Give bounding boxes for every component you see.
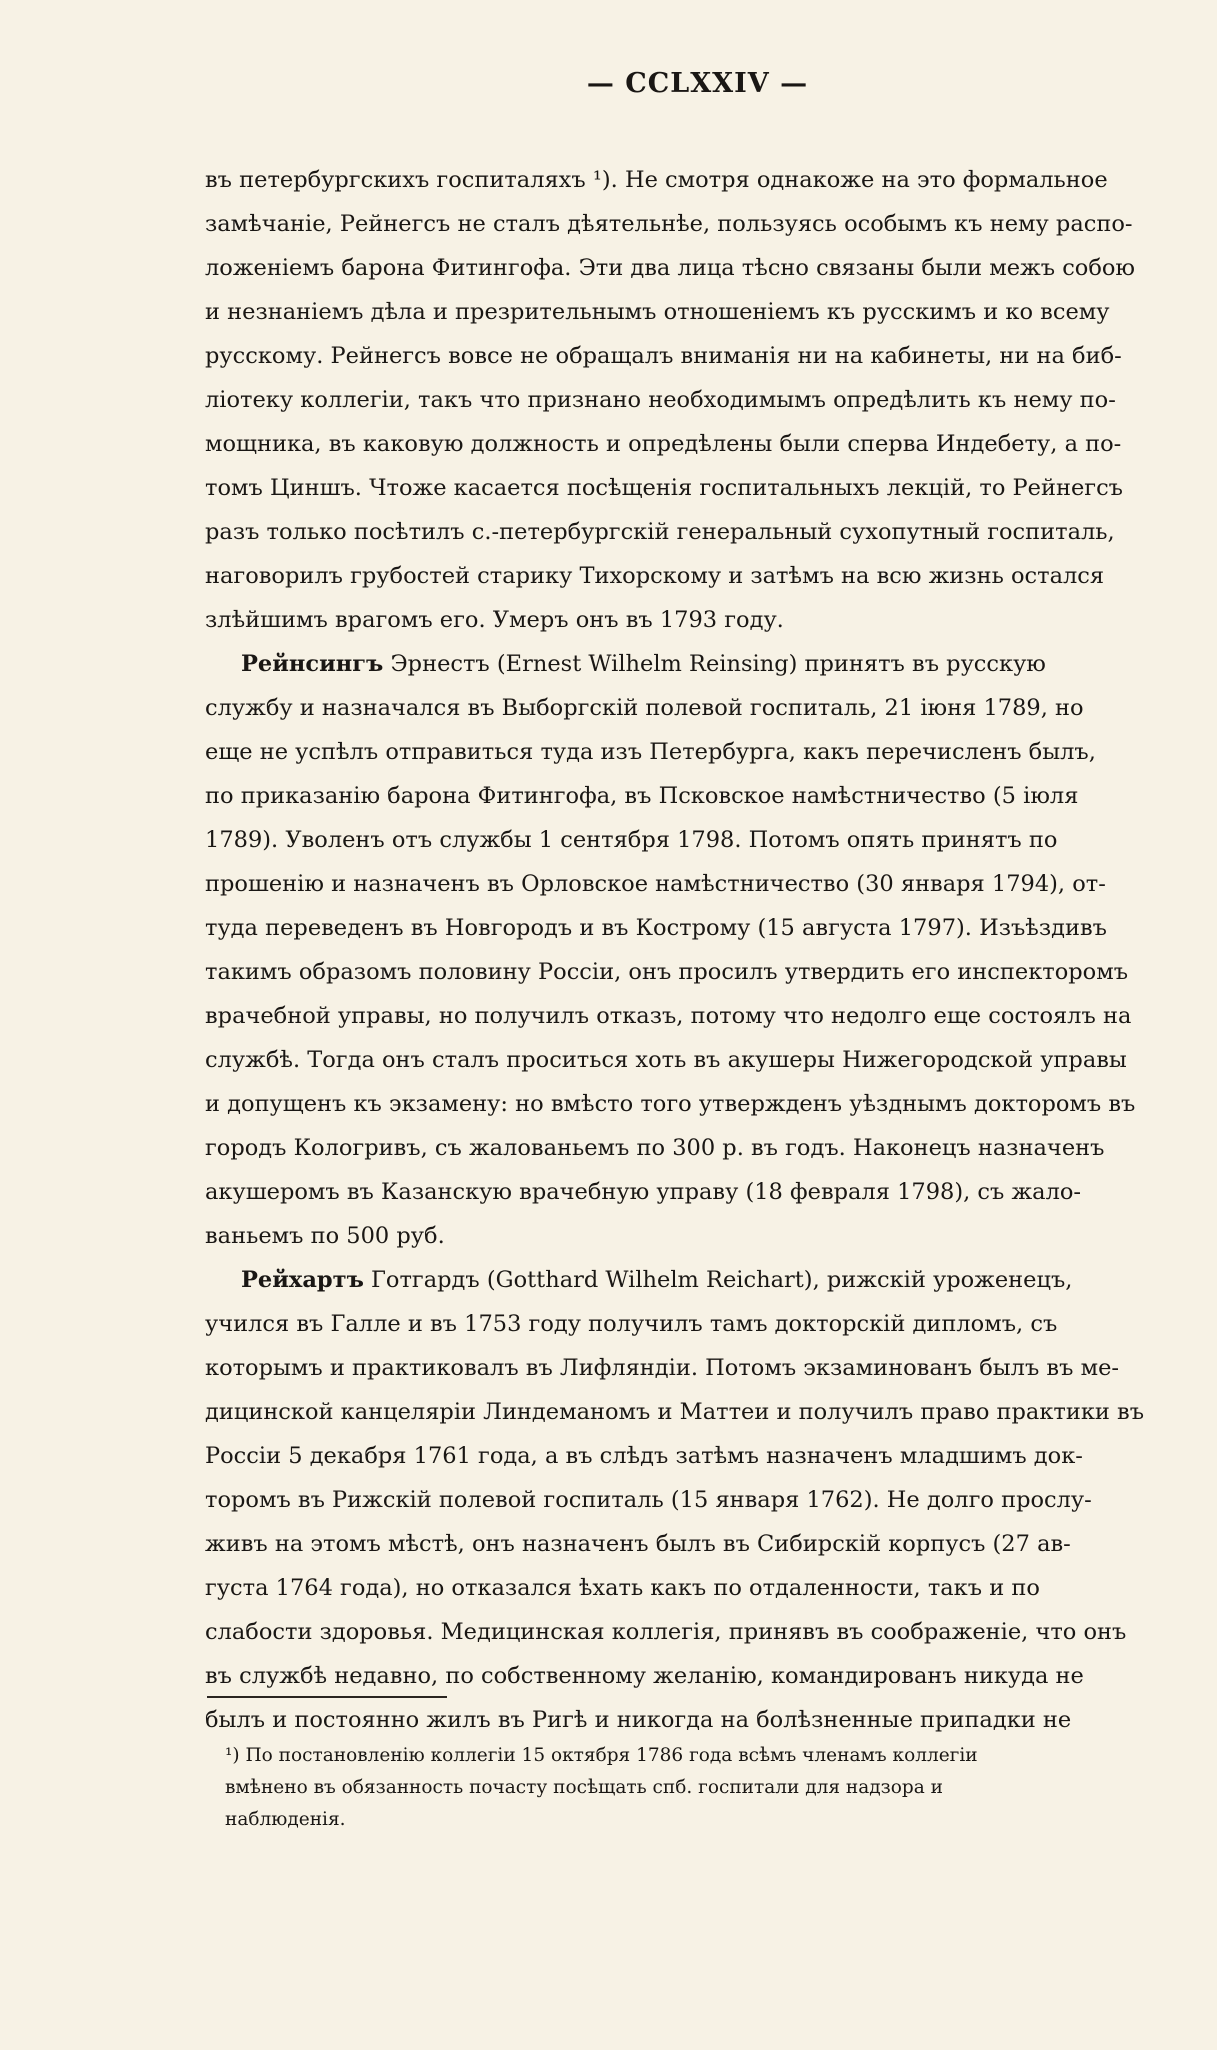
text-line: замѣчаніе, Рейнегсъ не сталъ дѣятельнѣе, пользуясь особымъ къ нему распо- xyxy=(205,211,1133,237)
text-line: такимъ образомъ половину Россіи, онъ просилъ утвердить его инспекторомъ xyxy=(205,959,1129,985)
text-line: дицинской канцеляріи Линдеманомъ и Маттеи и получилъ право практики въ xyxy=(205,1399,1145,1425)
entry-first-line-text: Эрнестъ (Ernest Wilhelm Reinsing) принятъ въ русскую xyxy=(383,651,1046,677)
entry-name: Рейхартъ xyxy=(241,1267,364,1293)
text-line: наговорилъ грубостей старику Тихорскому и затѣмъ на всю жизнь остался xyxy=(205,563,1105,589)
footnote-line: вмѣнено въ обязанность почасту посѣщать спб. госпитали для надзора и xyxy=(225,1777,943,1798)
text-line: ліотеку коллегіи, такъ что признано необходимымъ опредѣлить къ нему по- xyxy=(205,387,1116,413)
footnote-line: ¹) По постановленію коллегіи 15 октября 1786 года всѣмъ членамъ коллегіи xyxy=(225,1745,978,1766)
paragraph-continuation xyxy=(205,158,1190,642)
text-line: густа 1764 года), но отказался ѣхать какъ по отдаленности, такъ и по xyxy=(205,1575,1040,1601)
text-line: и допущенъ къ экзамену: но вмѣсто того утвержденъ уѣзднымъ докторомъ въ xyxy=(205,1091,1136,1117)
text-line: былъ и постоянно жилъ въ Ригѣ и никогда на болѣзненные припадки не xyxy=(205,1707,1072,1733)
text-line: врачебной управы, но получилъ отказъ, потому что недолго еще состоялъ на xyxy=(205,1003,1132,1029)
text-line: по приказанію барона Фитингофа, въ Псковское намѣстничество (5 іюля xyxy=(205,783,1079,809)
book-page xyxy=(205,0,1190,2050)
text-line: слабости здоровья. Медицинская коллегія, принявъ въ соображеніе, что онъ xyxy=(205,1619,1127,1645)
text-line: живъ на этомъ мѣстѣ, онъ назначенъ былъ въ Сибирскій корпусъ (27 ав- xyxy=(205,1531,1071,1557)
text-line: туда переведенъ въ Новгородъ и въ Кострому (15 августа 1797). Изъѣздивъ xyxy=(205,915,1107,941)
text-line: прошенію и назначенъ въ Орловское намѣстничество (30 января 1794), от- xyxy=(205,871,1106,897)
entry-first-line xyxy=(205,1258,1190,1302)
text-line: въ службѣ недавно, по собственному желанію, командированъ никуда не xyxy=(205,1663,1084,1689)
footnote xyxy=(225,1740,1190,1836)
text-line: службу и назначался въ Выборгскій полевой госпиталь, 21 іюня 1789, но xyxy=(205,695,1084,721)
entry-reichart xyxy=(205,1258,1190,1742)
text-line: и незнаніемъ дѣла и презрительнымъ отношеніемъ къ русскимъ и ко всему xyxy=(205,299,1110,325)
text-line: торомъ въ Рижскій полевой госпиталь (15 января 1762). Не долго прослу- xyxy=(205,1487,1092,1513)
text-line: русскому. Рейнегсъ вовсе не обращалъ вниманія ни на кабинеты, ни на биб- xyxy=(205,343,1122,369)
text-line: городъ Кологривъ, съ жалованьемъ по 300 р. въ годъ. Наконецъ назначенъ xyxy=(205,1135,1105,1161)
text-line: учился въ Галле и въ 1753 году получилъ тамъ докторскій дипломъ, съ xyxy=(205,1311,1058,1337)
footnote-divider xyxy=(207,1696,447,1698)
entry-first-line-text: Готгардъ (Gotthard Wilhelm Reichart), рижскій уроженецъ, xyxy=(363,1267,1073,1293)
text-line: томъ Циншъ. Чтоже касается посѣщенія госпитальныхъ лекцій, то Рейнегсъ xyxy=(205,475,1123,501)
entry-name: Рейнсингъ xyxy=(241,651,384,677)
text-line: ложеніемъ барона Фитингофа. Эти два лица тѣсно связаны были межъ собою xyxy=(205,255,1136,281)
entry-first-line xyxy=(205,642,1190,686)
text-line: ваньемъ по 500 руб. xyxy=(205,1223,445,1249)
text-line: которымъ и практиковалъ въ Лифляндіи. Потомъ экзаминованъ былъ въ ме- xyxy=(205,1355,1119,1381)
text-line: разъ только посѣтилъ с.-петербургскій генеральный сухопутный госпиталь, xyxy=(205,519,1115,545)
text-line: службѣ. Тогда онъ сталъ проситься хоть въ акушеры Нижегородской управы xyxy=(205,1047,1127,1073)
footnote-line: наблюденія. xyxy=(225,1809,346,1830)
text-line: Россіи 5 декабря 1761 года, а въ слѣдъ затѣмъ назначенъ младшимъ док- xyxy=(205,1443,1083,1469)
text-line: акушеромъ въ Казанскую врачебную управу (18 февраля 1798), съ жало- xyxy=(205,1179,1082,1205)
entry-reinsing xyxy=(205,642,1190,1258)
main-text xyxy=(205,158,1190,1742)
text-line: 1789). Уволенъ отъ службы 1 сентября 1798. Потомъ опять принятъ по xyxy=(205,827,1058,853)
page-number-header: — CCLXXIV — xyxy=(586,68,809,99)
text-line: еще не успѣлъ отправиться туда изъ Петербурга, какъ перечисленъ былъ, xyxy=(205,739,1096,765)
text-line: въ петербургскихъ госпиталяхъ ¹). Не смотря однакоже на это формальное xyxy=(205,167,1108,193)
text-line: злѣйшимъ врагомъ его. Умеръ онъ въ 1793 году. xyxy=(205,607,784,633)
text-line: мощника, въ каковую должность и опредѣлены были сперва Индебету, а по- xyxy=(205,431,1122,457)
